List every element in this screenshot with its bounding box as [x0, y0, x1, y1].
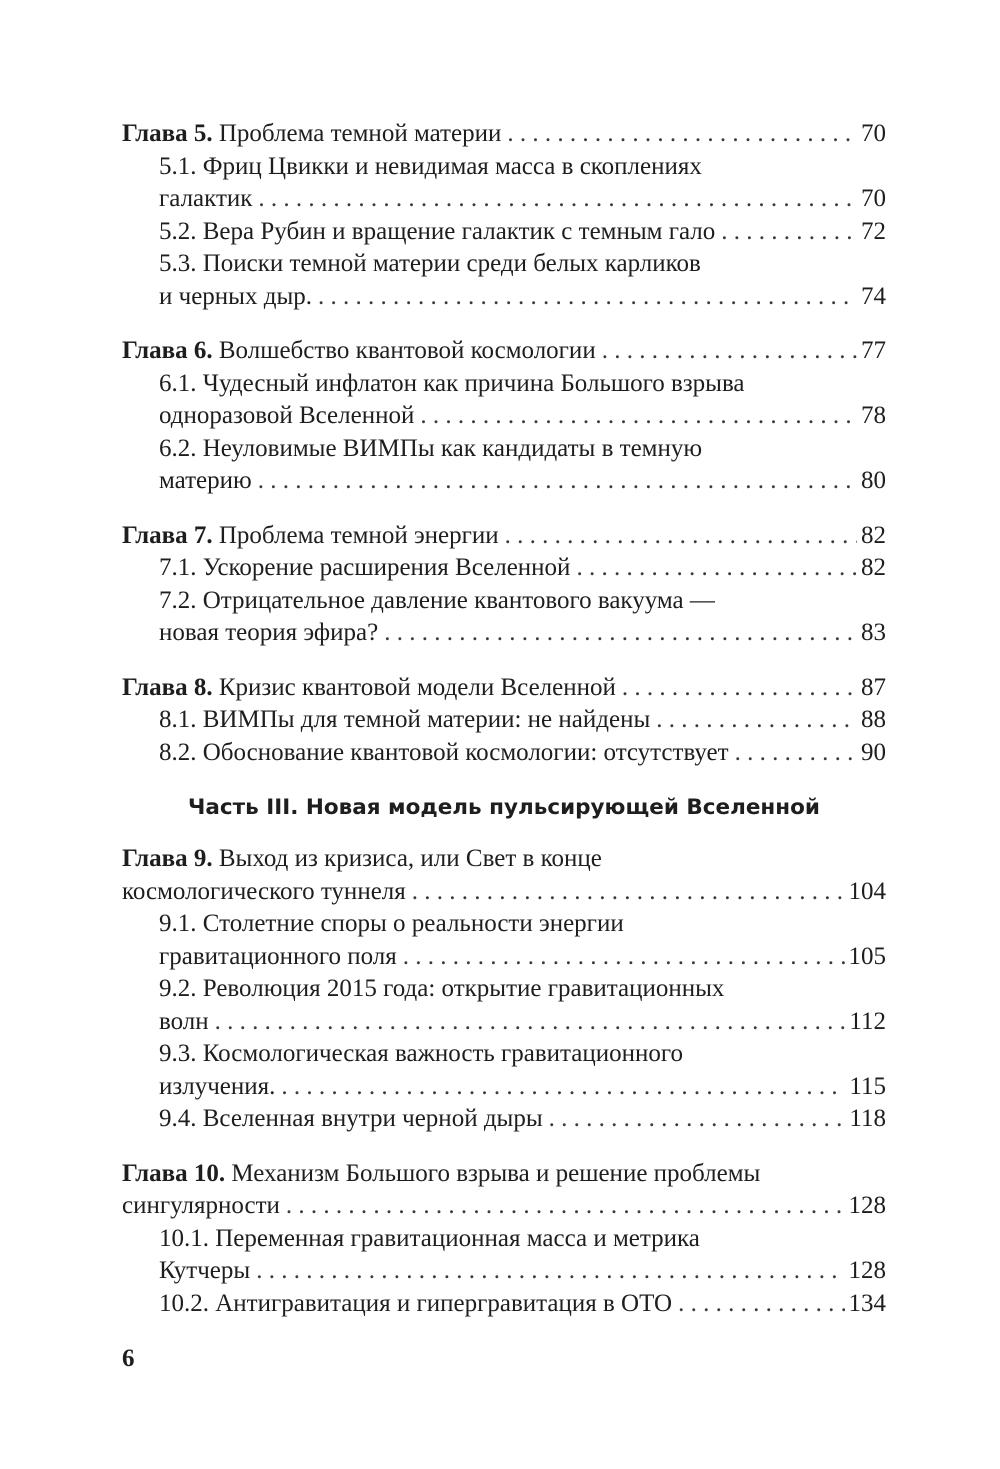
toc-entry [122, 617, 886, 650]
toc-section-text [122, 368, 886, 401]
section-title: 7.2. Отрицательное давление квантового вакуума — [159, 586, 715, 614]
leader-dots [384, 617, 857, 650]
chapter-label: Глава 10. [122, 1159, 226, 1187]
section-title-cont: гравитационного поля [159, 942, 397, 970]
leader-dots [735, 737, 857, 770]
toc-section-text [122, 1223, 886, 1256]
page-number: 87 [861, 673, 886, 701]
toc-entry [122, 704, 886, 737]
chapter-title: Проблема темной энергии [218, 521, 499, 549]
leader-dots [420, 400, 857, 433]
toc-entry [122, 1288, 886, 1321]
toc-entry [122, 1255, 886, 1288]
section-title: 6.2. Неуловимые ВИМПы как кандидаты в темную [159, 434, 703, 462]
leader-dots [258, 183, 857, 216]
leader-dots [507, 118, 857, 151]
page-number: 128 [848, 1192, 886, 1219]
section-title: 9.1. Столетние споры о реальности энергии [159, 910, 624, 937]
page-number: 82 [861, 554, 886, 581]
toc-section-text [122, 1158, 886, 1191]
toc-entry [122, 876, 886, 909]
page-number: 128 [848, 1257, 886, 1284]
toc-entry [122, 216, 886, 249]
toc-chapter-10 [122, 1158, 886, 1321]
leader-dots [656, 704, 857, 737]
leader-dots [678, 1288, 844, 1321]
section-title: 6.1. Чудесный инфлатон как причина Большого взрыва [159, 369, 745, 397]
section-title-cont: материю [159, 467, 252, 494]
page-folio: 6 [122, 1345, 135, 1372]
section-title: 5.1. Фриц Цвикки и невидимая масса в скоплениях [159, 152, 702, 180]
leader-dots [576, 552, 857, 585]
toc-entry [122, 672, 886, 705]
toc-entry [122, 941, 886, 974]
section-title-cont: одноразовой Вселенной [159, 402, 415, 429]
page-number: 78 [861, 402, 886, 429]
toc-chapter-8 [122, 672, 886, 770]
section-title: 9.4. Вселенная внутри черной дыры [159, 1105, 543, 1132]
chapter-title-cont: сингулярности [122, 1192, 280, 1219]
table-of-contents [122, 118, 886, 1342]
section-title: 10.2. Антигравитация и гипергравитация в ОТО [159, 1289, 673, 1317]
section-title: 8.2. Обоснование квантовой космологии: отсутствует [159, 738, 729, 766]
section-title: 7.1. Ускорение расширения Вселенной [159, 554, 571, 581]
toc-entry [122, 1006, 886, 1039]
toc-section-text [122, 843, 886, 876]
section-title: 10.1. Переменная гравитационная масса и метрика [159, 1224, 700, 1252]
page-number: 112 [849, 1007, 886, 1035]
part-heading: Часть III. Новая модель пульсирующей Вселенной [188, 795, 820, 820]
leader-dots [505, 520, 857, 553]
toc-entry [122, 1071, 886, 1104]
toc-entry [122, 1103, 886, 1136]
toc-section-text [122, 973, 886, 1006]
toc-entry [122, 281, 886, 314]
section-title-cont: галактик [159, 185, 253, 212]
leader-dots [318, 281, 857, 314]
page-number: 74 [861, 282, 886, 310]
toc-section-text [122, 585, 886, 618]
chapter-label: Глава 8. [122, 673, 213, 701]
page-number: 88 [861, 706, 886, 733]
chapter-label: Глава 9. [122, 845, 213, 872]
toc-entry [122, 1190, 886, 1223]
page-number: 82 [861, 521, 886, 549]
chapter-title: Механизм Большого взрыва и решение проблемы [231, 1159, 761, 1187]
chapter-label: Глава 7. [122, 521, 213, 549]
leader-dots [602, 335, 857, 368]
toc-entry [122, 737, 886, 770]
section-title-cont: Кутчеры [159, 1257, 251, 1284]
toc-chapter-5 [122, 118, 886, 313]
page-number: 90 [861, 738, 886, 766]
toc-entry [122, 118, 886, 151]
section-title: 5.3. Поиски темной материи среди белых карликов [159, 250, 701, 277]
toc-section-text [122, 433, 886, 466]
page-number: 77 [861, 337, 886, 364]
toc-section-text [122, 1038, 886, 1071]
leader-dots [721, 216, 857, 249]
toc-entry [122, 552, 886, 585]
page-number: 70 [861, 120, 886, 147]
toc-chapter-6 [122, 335, 886, 498]
leader-dots [281, 1071, 845, 1104]
section-title: 9.3. Космологическая важность гравитационного [159, 1040, 684, 1067]
toc-entry [122, 400, 886, 433]
leader-dots [403, 941, 845, 974]
section-title: 8.1. ВИМПы для темной материи: не найдены [159, 706, 651, 733]
chapter-title: Волшебство квантовой космологии [218, 337, 596, 364]
leader-dots [256, 1255, 844, 1288]
page-number: 83 [861, 619, 886, 646]
page-number: 72 [861, 217, 886, 245]
section-title: 9.2. Революция 2015 года: открытие гравитационных [159, 975, 725, 1002]
toc-chapter-9 [122, 843, 886, 1136]
toc-entry [122, 465, 886, 498]
toc-section-text [122, 908, 886, 941]
leader-dots [622, 672, 857, 705]
page-number: 118 [849, 1105, 886, 1132]
section-title-cont: и черных дыр. [159, 282, 312, 310]
chapter-title-cont: космологического туннеля [122, 877, 406, 905]
page-number: 104 [848, 877, 886, 905]
toc-section-text [122, 248, 886, 281]
section-title-cont: излучения. [159, 1072, 276, 1100]
leader-dots [258, 465, 857, 498]
leader-dots [412, 876, 845, 909]
toc-section-text [122, 151, 886, 184]
page-number: 105 [848, 942, 886, 970]
leader-dots [215, 1006, 846, 1039]
toc-entry [122, 520, 886, 553]
page-number: 115 [849, 1072, 886, 1100]
page-number: 134 [848, 1289, 886, 1317]
section-title: 5.2. Вера Рубин и вращение галактик с темным гало [159, 217, 716, 245]
toc-chapter-7 [122, 520, 886, 650]
section-title-cont: волн [159, 1007, 209, 1035]
chapter-title: Выход из кризиса, или Свет в конце [218, 845, 602, 872]
page-number: 80 [861, 467, 886, 494]
toc-entry [122, 183, 886, 216]
toc-entry [122, 335, 886, 368]
chapter-title: Кризис квантовой модели Вселенной [218, 673, 616, 701]
chapter-label: Глава 5. [122, 120, 213, 147]
chapter-label: Глава 6. [122, 337, 213, 364]
leader-dots [286, 1190, 845, 1223]
page-number: 70 [861, 185, 886, 212]
chapter-title: Проблема темной материи [218, 120, 502, 147]
leader-dots [549, 1103, 846, 1136]
section-title-cont: новая теория эфира? [159, 619, 379, 646]
